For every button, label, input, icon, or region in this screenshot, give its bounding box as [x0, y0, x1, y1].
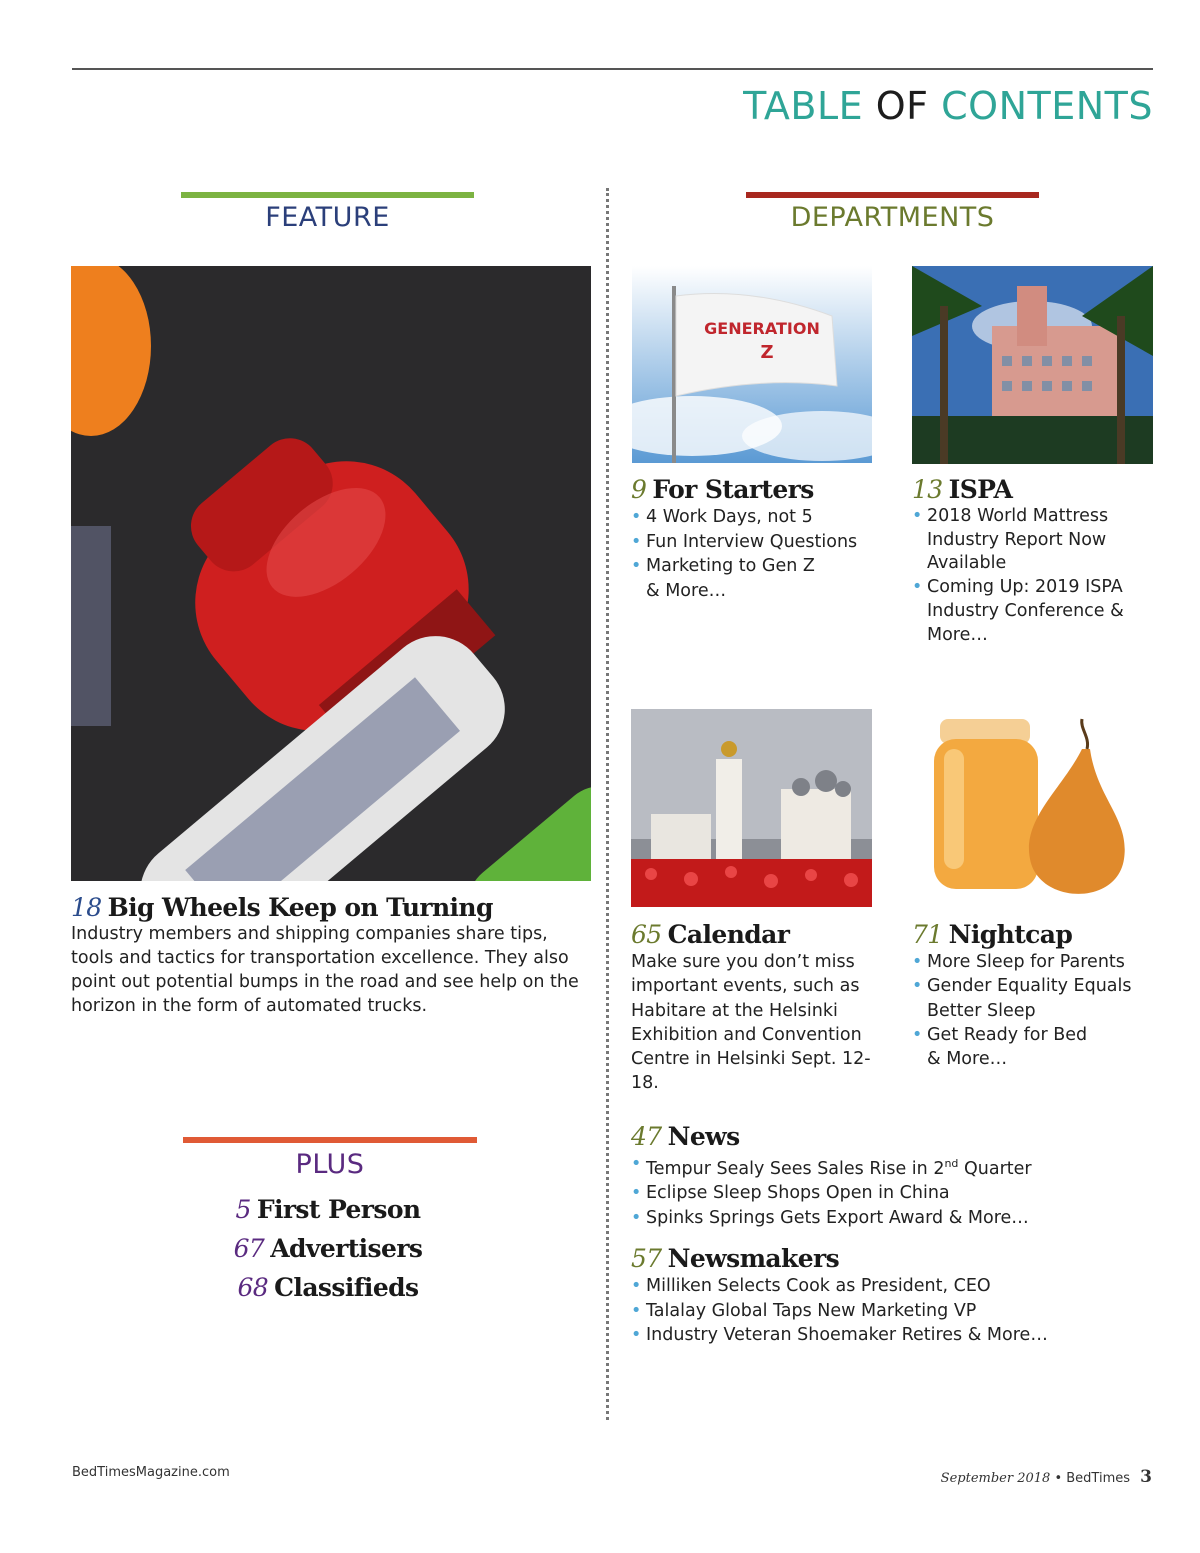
nightcap-title-text: Nightcap: [948, 920, 1073, 949]
newsmakers-page-number: 57: [631, 1244, 662, 1273]
list-continuation: & More…: [646, 580, 727, 601]
list-item: • Fun Interview Questions: [631, 530, 891, 555]
plus-item-first-person[interactable]: [178, 1195, 478, 1224]
newsmakers-title-text: Newsmakers: [667, 1244, 840, 1273]
calendar-page-number: 65: [631, 920, 662, 949]
for-starters-page-number: 9: [631, 475, 647, 504]
flag-text-z: Z: [760, 342, 774, 363]
ispa-list: [912, 505, 1162, 647]
news-item-text-end: Quarter: [958, 1158, 1032, 1179]
list-item-line: Industry Conference &: [927, 600, 1124, 621]
footer-date: September 2018: [940, 1471, 1051, 1486]
nightcap-entry-title[interactable]: [912, 920, 1072, 949]
list-item: [631, 1152, 1101, 1181]
ispa-entry-title[interactable]: [912, 475, 1012, 504]
resort-hotel-palms-photo[interactable]: [912, 266, 1153, 464]
ispa-title-text: ISPA: [948, 475, 1013, 504]
feature-entry-title[interactable]: [71, 893, 493, 922]
title-word-table: TABLE: [743, 84, 864, 128]
calendar-description: [631, 950, 896, 1096]
news-entry-title[interactable]: [631, 1122, 740, 1151]
news-item-text: Tempur Sealy Sees Sales Rise in 2: [646, 1158, 945, 1179]
for-starters-entry-title[interactable]: [631, 475, 814, 504]
departments-label: DEPARTMENTS: [790, 202, 995, 233]
footer-page-number: 3: [1140, 1467, 1152, 1487]
nightcap-list: [912, 950, 1162, 1071]
feature-label: FEATURE: [265, 202, 390, 233]
list-item-line: More…: [927, 624, 988, 645]
generation-z-flag-photo[interactable]: [632, 266, 872, 463]
list-item: • Spinks Springs Gets Export Award & More…: [631, 1206, 1101, 1231]
plus-item-title: First Person: [256, 1195, 421, 1224]
pear-jar-photo[interactable]: [912, 709, 1153, 907]
list-item-line: Better Sleep: [927, 1000, 1036, 1021]
title-word-contents: CONTENTS: [941, 84, 1153, 128]
list-item-line: Industry Report Now: [927, 529, 1107, 550]
news-item-superscript: nd: [944, 1157, 959, 1170]
cathedral-photo[interactable]: [631, 709, 872, 907]
list-item: • More Sleep for Parents: [912, 950, 1162, 974]
list-item: • 4 Work Days, not 5: [631, 505, 891, 530]
news-page-number: 47: [631, 1122, 662, 1151]
list-item: • Marketing to Gen Z: [631, 554, 891, 579]
footer-website[interactable]: BedTimesMagazine.com: [72, 1465, 230, 1480]
newsmakers-entry-title[interactable]: [631, 1244, 839, 1273]
title-word-of: OF: [875, 84, 929, 128]
list-item: • 2018 World Mattress: [912, 505, 1162, 529]
calendar-line: Habitare at the Helsinki: [631, 1000, 838, 1021]
feature-title-text: Big Wheels Keep on Turning: [107, 893, 493, 922]
footer-folio: [941, 1467, 1152, 1487]
list-item: • Eclipse Sleep Shops Open in China: [631, 1181, 1101, 1206]
list-item: • Coming Up: 2019 ISPA: [912, 576, 1162, 600]
list-continuation: & More…: [927, 1049, 1008, 1070]
plus-item-classifieds[interactable]: [178, 1273, 478, 1302]
plus-page-number: 5: [235, 1195, 251, 1224]
feature-description: Industry members and shipping companies share tips, tools and tactics for transportation excellence. They also point out potential bumps in the road and see help on the horizon in the form of automated trucks.: [71, 924, 579, 1016]
footer-publication: BedTimes: [1066, 1471, 1131, 1486]
plus-item-title: Advertisers: [270, 1234, 423, 1263]
calendar-line: Centre in Helsinki Sept. 12-18.: [631, 1049, 871, 1094]
list-item: • Talalay Global Taps New Marketing VP: [631, 1299, 1101, 1324]
plus-page-number: 68: [237, 1273, 269, 1302]
news-title-text: News: [667, 1122, 740, 1151]
list-item: • Milliken Selects Cook as President, CEO: [631, 1274, 1101, 1299]
top-rule: [72, 68, 1153, 70]
feature-bar: [181, 192, 474, 198]
list-item-line: Available: [927, 553, 1007, 574]
calendar-title-text: Calendar: [667, 920, 790, 949]
nightcap-page-number: 71: [912, 920, 943, 949]
plus-page-number: 67: [233, 1234, 265, 1263]
feature-page-number: 18: [71, 893, 102, 922]
trucks-photo[interactable]: [71, 266, 591, 881]
calendar-line: Exhibition and Convention: [631, 1024, 862, 1045]
newsmakers-list: [631, 1274, 1101, 1348]
list-item: • Gender Equality Equals: [912, 974, 1162, 998]
list-item: • Get Ready for Bed: [912, 1023, 1162, 1047]
plus-label: PLUS: [295, 1149, 365, 1180]
ispa-page-number: 13: [912, 475, 943, 504]
departments-bar: [746, 192, 1039, 198]
footer-separator: •: [1054, 1471, 1063, 1486]
calendar-line: Make sure you don’t miss: [631, 952, 855, 972]
column-divider: [606, 188, 609, 1420]
flag-text-generation: GENERATION: [704, 319, 820, 338]
calendar-line: important events, such as: [631, 976, 860, 997]
for-starters-title-text: For Starters: [652, 475, 814, 504]
calendar-entry-title[interactable]: [631, 920, 789, 949]
page-title: [743, 84, 1153, 128]
plus-bar: [183, 1137, 477, 1143]
for-starters-list: [631, 505, 891, 603]
plus-item-title: Classifieds: [274, 1273, 419, 1302]
plus-item-advertisers[interactable]: [178, 1234, 478, 1263]
list-item: • Industry Veteran Shoemaker Retires & More…: [631, 1323, 1101, 1348]
news-list: [631, 1152, 1101, 1230]
